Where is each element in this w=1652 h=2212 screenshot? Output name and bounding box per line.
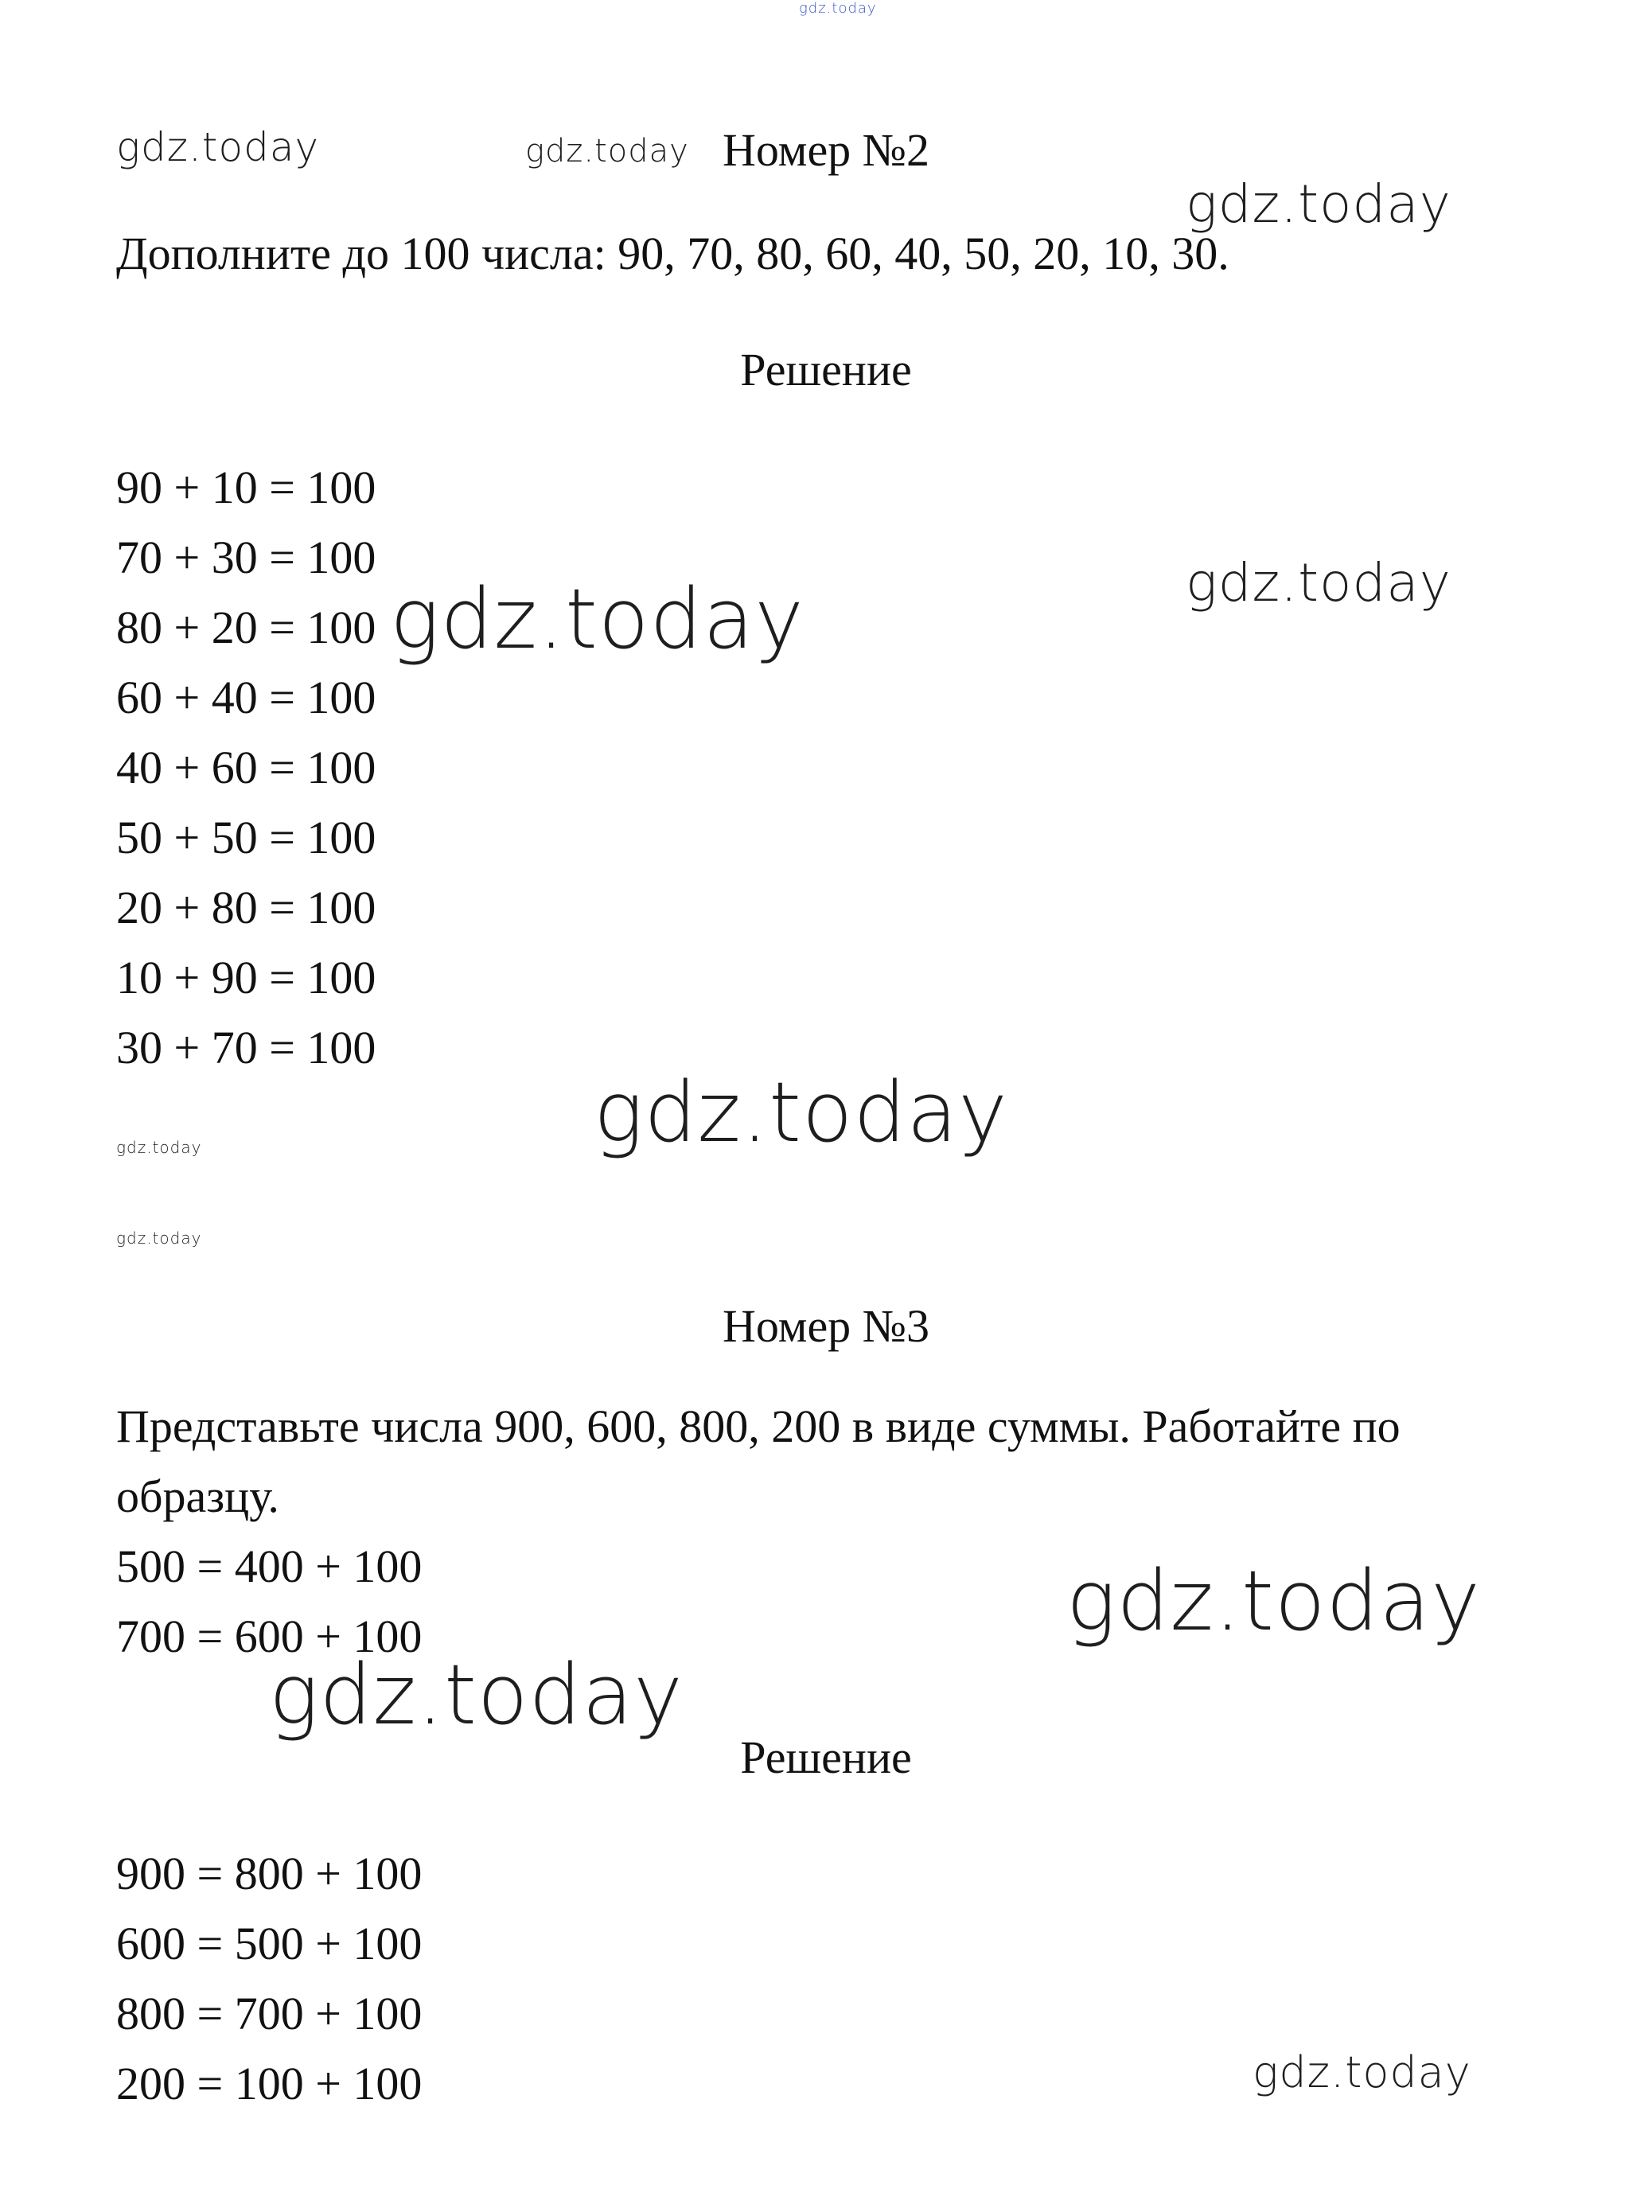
- example-line: 700 = 600 + 100: [116, 1610, 423, 1662]
- solution-line: 30 + 70 = 100: [116, 1022, 376, 1073]
- watermark: gdz.today: [269, 1646, 684, 1743]
- task-heading: Номер №2: [722, 124, 930, 176]
- watermark: gdz.today: [1186, 173, 1451, 235]
- solution-line: 800 = 700 + 100: [116, 1988, 423, 2039]
- solution-line: 50 + 50 = 100: [116, 812, 376, 863]
- watermark: gdz.today: [1066, 1552, 1481, 1649]
- solution-line: 60 + 40 = 100: [116, 672, 376, 723]
- solution-line: 600 = 500 + 100: [116, 1918, 423, 1969]
- task-statement: Дополните до 100 числа: 90, 70, 80, 60, 40, 50, 20, 10, 30.: [116, 228, 1229, 279]
- watermark: gdz.today: [1253, 2047, 1471, 2097]
- watermark: gdz.today: [1186, 552, 1451, 613]
- watermark: gdz.today: [799, 0, 877, 17]
- watermark: gdz.today: [594, 1064, 1008, 1161]
- solution-line: 10 + 90 = 100: [116, 952, 376, 1003]
- solution-line: 20 + 80 = 100: [116, 882, 376, 933]
- solution-line: 80 + 20 = 100: [116, 602, 376, 653]
- solution-heading: Решение: [740, 344, 912, 395]
- watermark: gdz.today: [390, 571, 805, 668]
- task-statement: Представьте числа 900, 600, 800, 200 в виде суммы. Работайте по: [116, 1400, 1401, 1452]
- watermark: gdz.today: [116, 124, 320, 170]
- solution-line: 40 + 60 = 100: [116, 742, 376, 793]
- solution-line: 90 + 10 = 100: [116, 461, 376, 513]
- example-line: 500 = 400 + 100: [116, 1540, 423, 1592]
- task-heading: Номер №3: [722, 1300, 930, 1352]
- solution-line: 900 = 800 + 100: [116, 1848, 423, 1899]
- watermark: gdz.today: [525, 133, 689, 169]
- solution-line: 70 + 30 = 100: [116, 532, 376, 583]
- watermark: gdz.today: [116, 1229, 202, 1248]
- watermark: gdz.today: [116, 1138, 202, 1157]
- solution-heading: Решение: [740, 1731, 912, 1783]
- solution-line: 200 = 100 + 100: [116, 2058, 423, 2109]
- task-statement: образцу.: [116, 1470, 279, 1522]
